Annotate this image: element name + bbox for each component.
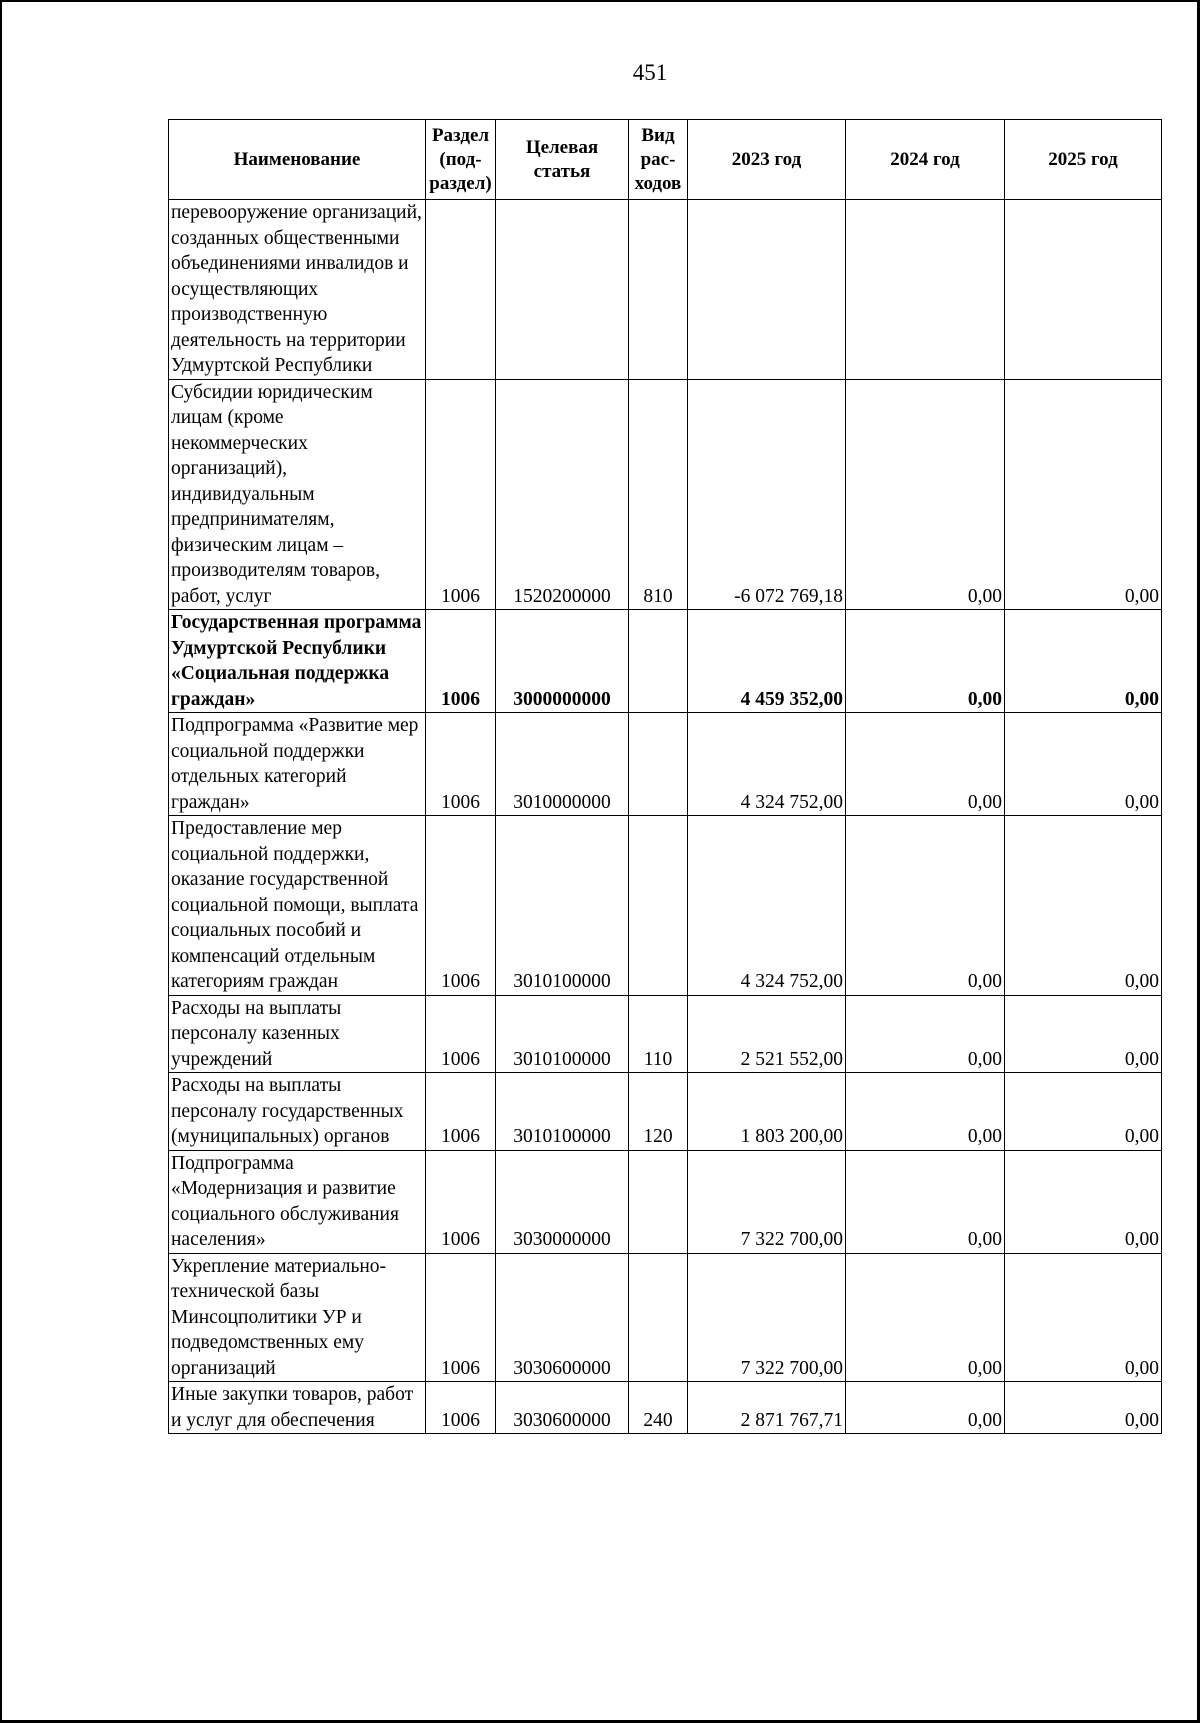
row-2023: 1 803 200,00 — [688, 1073, 846, 1151]
row-section: 1006 — [426, 379, 496, 610]
row-section: 1006 — [426, 995, 496, 1073]
table-row — [169, 200, 1162, 380]
row-kind: 240 — [629, 1382, 688, 1434]
scan-border-left — [0, 0, 2, 1723]
row-section: 1006 — [426, 610, 496, 713]
table-row — [169, 1382, 1162, 1434]
row-2024: 0,00 — [846, 379, 1005, 610]
row-kind — [629, 1150, 688, 1253]
row-2023: 7 322 700,00 — [688, 1253, 846, 1382]
row-kind: 110 — [629, 995, 688, 1073]
row-name: Субсидии юридическим лицам (кроме некоммерческих организаций), индивидуальным предпринимателям, физическим лицам – производителям товаров, работ, услуг — [169, 379, 426, 610]
row-2025: 0,00 — [1005, 610, 1162, 713]
row-kind — [629, 713, 688, 816]
row-2025: 0,00 — [1005, 816, 1162, 996]
row-2024: 0,00 — [846, 1073, 1005, 1151]
table-row — [169, 713, 1162, 816]
row-2025: 0,00 — [1005, 995, 1162, 1073]
row-2025: 0,00 — [1005, 1150, 1162, 1253]
row-target — [496, 200, 629, 380]
row-target: 3000000000 — [496, 610, 629, 713]
row-2023: -6 072 769,18 — [688, 379, 846, 610]
row-2023: 4 324 752,00 — [688, 816, 846, 996]
row-name: Подпрограмма «Модернизация и развитие социального обслуживания населения» — [169, 1150, 426, 1253]
row-name: Государственная программа Удмуртской Республики «Социальная поддержка граждан» — [169, 610, 426, 713]
row-2023: 2 521 552,00 — [688, 995, 846, 1073]
header-2024: 2024 год — [846, 120, 1005, 200]
table-row — [169, 1150, 1162, 1253]
row-kind: 120 — [629, 1073, 688, 1151]
row-kind: 810 — [629, 379, 688, 610]
row-section: 1006 — [426, 816, 496, 996]
row-2024: 0,00 — [846, 713, 1005, 816]
row-name: Расходы на выплаты персоналу государственных (муниципальных) органов — [169, 1073, 426, 1151]
row-2023 — [688, 200, 846, 380]
row-2024 — [846, 200, 1005, 380]
row-2023: 7 322 700,00 — [688, 1150, 846, 1253]
row-name: Предоставление мер социальной поддержки, оказание государственной социальной помощи, выплата социальных пособий и компенсаций отдельным категориям граждан — [169, 816, 426, 996]
row-2025: 0,00 — [1005, 1253, 1162, 1382]
row-2024: 0,00 — [846, 1150, 1005, 1253]
header-name: Наименование — [169, 120, 426, 200]
row-2024: 0,00 — [846, 1253, 1005, 1382]
row-name: Иные закупки товаров, работ и услуг для обеспечения — [169, 1382, 426, 1434]
row-target: 3030600000 — [496, 1253, 629, 1382]
table-row — [169, 379, 1162, 610]
row-2024: 0,00 — [846, 610, 1005, 713]
row-section: 1006 — [426, 713, 496, 816]
table-row — [169, 1253, 1162, 1382]
row-2023: 2 871 767,71 — [688, 1382, 846, 1434]
row-target: 3010100000 — [496, 1073, 629, 1151]
row-kind — [629, 200, 688, 380]
row-kind — [629, 610, 688, 713]
scan-border-top — [0, 0, 1200, 2]
row-target: 1520200000 — [496, 379, 629, 610]
row-kind — [629, 1253, 688, 1382]
row-name: Укрепление материально-технической базы Минсоцполитики УР и подведомственных ему организаций — [169, 1253, 426, 1382]
row-2024: 0,00 — [846, 1382, 1005, 1434]
table-row — [169, 995, 1162, 1073]
row-name: Расходы на выплаты персоналу казенных учреждений — [169, 995, 426, 1073]
header-kind: Вид рас-ходов — [629, 120, 688, 200]
row-section: 1006 — [426, 1073, 496, 1151]
row-2024: 0,00 — [846, 995, 1005, 1073]
row-name: перевооружение организаций, созданных общественными объединениями инвалидов и осуществляющих производственную деятельность на территории Удмуртской Республики — [169, 200, 426, 380]
row-2025: 0,00 — [1005, 379, 1162, 610]
row-section: 1006 — [426, 1150, 496, 1253]
row-2025: 0,00 — [1005, 1073, 1162, 1151]
page-number: 451 — [632, 60, 668, 85]
row-kind — [629, 816, 688, 996]
table-row — [169, 610, 1162, 713]
row-2023: 4 324 752,00 — [688, 713, 846, 816]
row-2025: 0,00 — [1005, 713, 1162, 816]
row-2023: 4 459 352,00 — [688, 610, 846, 713]
header-2023: 2023 год — [688, 120, 846, 200]
row-2024: 0,00 — [846, 816, 1005, 996]
table-header-row — [169, 120, 1162, 200]
table-body — [169, 200, 1162, 1434]
row-name: Подпрограмма «Развитие мер социальной поддержки отдельных категорий граждан» — [169, 713, 426, 816]
row-section — [426, 200, 496, 380]
row-target: 3010000000 — [496, 713, 629, 816]
row-section: 1006 — [426, 1253, 496, 1382]
row-target: 3010100000 — [496, 816, 629, 996]
row-target: 3030600000 — [496, 1382, 629, 1434]
row-target: 3010100000 — [496, 995, 629, 1073]
row-section: 1006 — [426, 1382, 496, 1434]
budget-table — [168, 119, 1162, 1434]
header-target: Целевая статья — [496, 120, 629, 200]
row-2025: 0,00 — [1005, 1382, 1162, 1434]
header-section: Раздел (под-раздел) — [426, 120, 496, 200]
header-2025: 2025 год — [1005, 120, 1162, 200]
row-2025 — [1005, 200, 1162, 380]
row-target: 3030000000 — [496, 1150, 629, 1253]
table-row — [169, 816, 1162, 996]
table-row — [169, 1073, 1162, 1151]
